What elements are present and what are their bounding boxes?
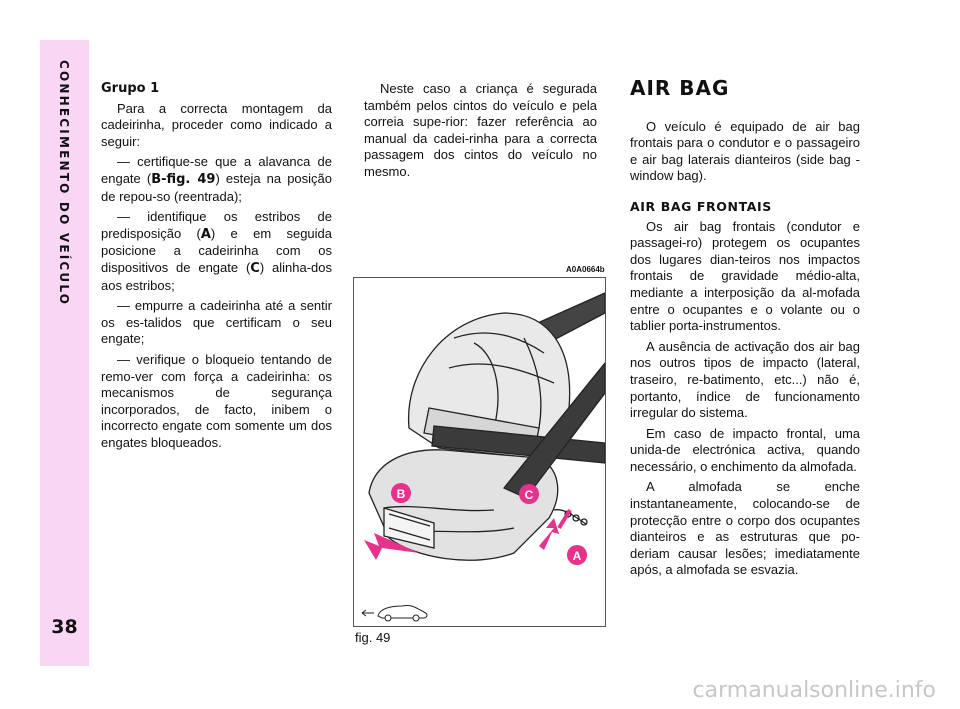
step-2: — identifique os estribos de predisposição (A) e em seguida posicione a cadeirinha com os dispositivos de engate (C) alinha-dos aos estribos; [101, 209, 332, 293]
airbag-intro: O veículo é equipado de air bag frontais para o condutor e o passageiro e air bag laterais dianteiros (side bag - window bag). [630, 118, 860, 184]
subsection-heading: AIR BAG FRONTAIS [630, 198, 772, 214]
step-3: — empurre a cadeirinha até a sentir os es-talidos que certificam o seu engate; [101, 298, 332, 347]
page-number: 38 [51, 616, 78, 638]
group-heading: Grupo 1 [101, 81, 160, 96]
paragraph: A almofada se enche instantaneamente, colocando-se de protecção entre o corpo dos ocupantes dianteiros e as estruturas que po-deriam causar lesões; imediatamente após, a almofada se esvazia. [630, 479, 860, 578]
figure-reference: B-fig. 49 [151, 171, 216, 187]
label-a: A [572, 549, 582, 563]
paragraph: A ausência de activação dos air bag nos outros tipos de impacto (lateral, traseiro, re-batimento, etc...) não é, portanto, índice de funcionamento irregular do sistema. [630, 338, 860, 421]
figure-code: A0A0664b [566, 265, 605, 274]
column-2 [364, 81, 597, 185]
car-icon [362, 605, 427, 621]
child-seat-illustration [354, 278, 605, 626]
step-4: — verifique o bloqueio tentando de remo-ver com força a cadeirinha: os mecanismos de segurança incorporados, de facto, inibem o incorrecto engate com somente um dos engates bloqueados. [101, 351, 332, 450]
watermark: carmanualsonline.info [692, 678, 936, 703]
column-3 [630, 76, 860, 583]
label-b: B [396, 487, 406, 501]
belt-paragraph: Neste caso a criança é segurada também pelos cintos do veículo e pela correia supe-rior: fazer referência ao manual da cadei-rinha para a correcta passagem dos cintos do veículo no mesmo. [364, 81, 597, 179]
column-1 [101, 81, 332, 455]
section-title: CONHECIMENTO DO VEÍCULO [57, 60, 71, 307]
figure-49-illustration [353, 277, 606, 627]
paragraph: Em caso de impacto frontal, uma unida-de electrónica activa, quando necessário, o enchimento da almofada. [630, 425, 860, 474]
label-c: C [524, 488, 534, 502]
section-heading: AIR BAG [630, 76, 730, 100]
step-1: — certifique-se que a alavanca de engate (B-fig. 49) esteja na posição de repou-so (reentrada); [101, 154, 333, 204]
intro-paragraph: Para a correcta montagem da cadeirinha, proceder como indicado a seguir: [101, 100, 332, 149]
paragraph: Os air bag frontais (condutor e passagei-ro) protegem os ocupantes dos lugares dian-teiros nos impactos frontais de gravidade médio-alta, mediante a interposição da al-mofada entre o ocupantes e o volante ou o tablier porta-instrumentos. [630, 218, 860, 334]
figure-caption: fig. 49 [355, 630, 391, 645]
